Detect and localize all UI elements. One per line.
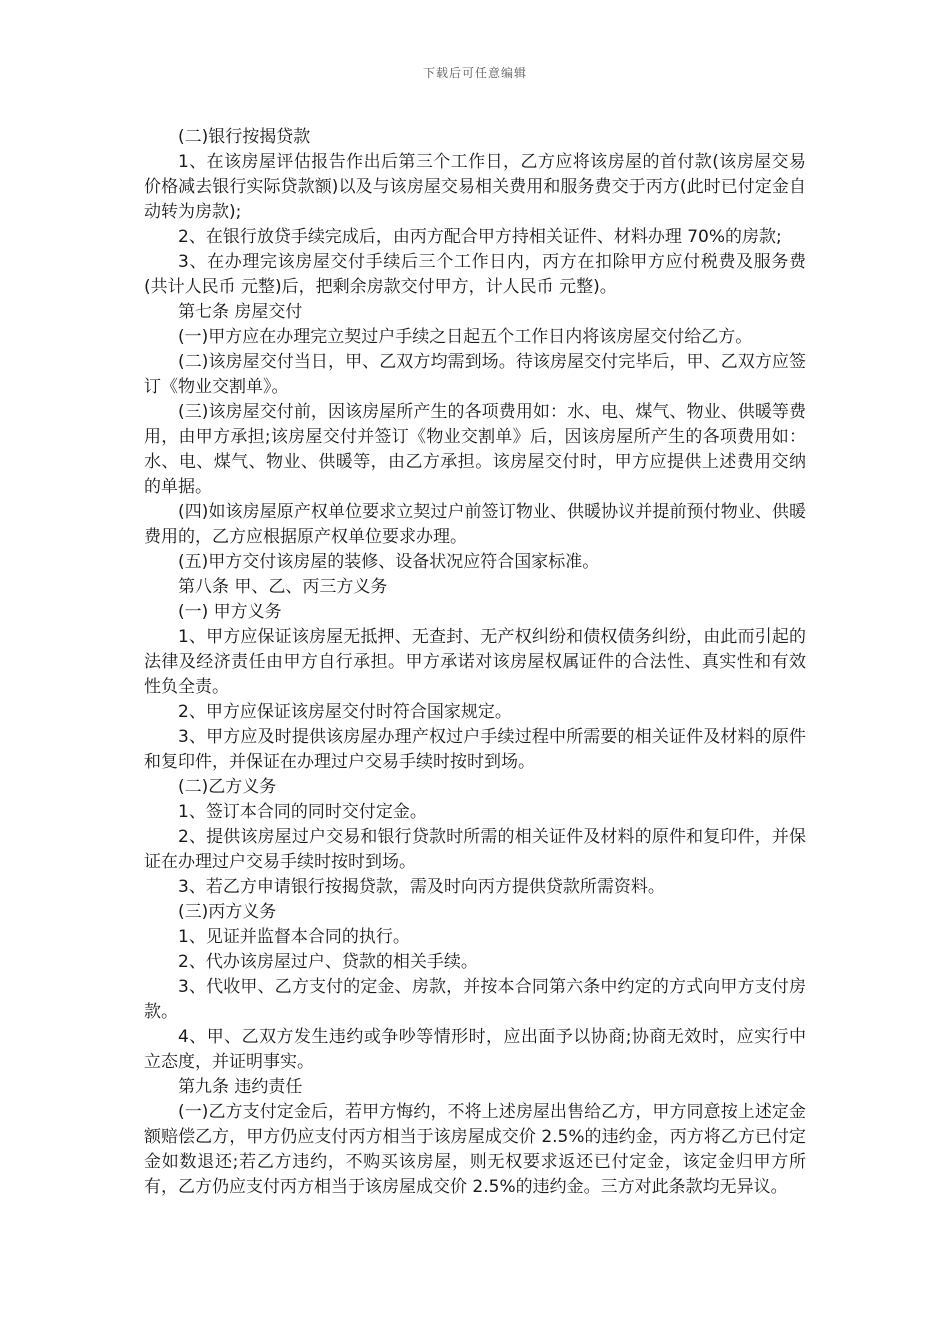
document-body [144, 125, 806, 1200]
subsection-heading: (二)乙方义务 [178, 777, 277, 797]
paragraph: 2、甲方应保证该房屋交付时符合国家规定。 [178, 702, 512, 722]
section-heading: 第七条 房屋交付 [178, 302, 303, 322]
paragraph: (三)该房屋交付前，因该房屋所产生的各项费用如：水、电、煤气、物业、供暖等费用，由甲方承担;该房屋交付并签订《物业交割单》后，因该房屋所产生的各项费用如：水、电、煤气、物业、供暖等，由乙方承担。该房屋交付时，甲方应提供上述费用交纳的单据。 [144, 402, 806, 497]
paragraph: 4、甲、乙双方发生违约或争吵等情形时，应出面予以协商;协商无效时，应实行中立态度，并证明事实。 [144, 1027, 806, 1072]
section-heading: 第八条 甲、乙、丙三方义务 [178, 577, 388, 597]
paragraph: 3、在办理完该房屋交付手续后三个工作日内，丙方在扣除甲方应付税费及服务费(共计人民币 元整)后，把剩余房款交付甲方，计人民币 元整)。 [144, 252, 806, 297]
section-heading: 第九条 违约责任 [178, 1077, 303, 1097]
paragraph: 3、若乙方申请银行按揭贷款，需及时向丙方提供贷款所需资料。 [178, 877, 665, 897]
subsection-heading: (三)丙方义务 [178, 902, 277, 922]
paragraph: (一)甲方应在办理完立契过户手续之日起五个工作日内将该房屋交付给乙方。 [178, 327, 753, 347]
paragraph: 3、代收甲、乙方支付的定金、房款，并按本合同第六条中约定的方式向甲方支付房款。 [144, 977, 806, 1022]
page-header: 下载后可任意编辑 [422, 66, 527, 80]
paragraph: 3、甲方应及时提供该房屋办理产权过户手续过程中所需要的相关证件及材料的原件和复印件，并保证在办理过户交易手续时按时到场。 [144, 727, 806, 772]
paragraph: 1、在该房屋评估报告作出后第三个工作日，乙方应将该房屋的首付款(该房屋交易价格减去银行实际贷款额)以及与该房屋交易相关费用和服务费交于丙方(此时已付定金自动转为房款); [144, 152, 806, 222]
paragraph: (五)甲方交付该房屋的装修、设备状况应符合国家标准。 [178, 552, 600, 572]
paragraph: 2、提供该房屋过户交易和银行贷款时所需的相关证件及材料的原件和复印件，并保证在办理过户交易手续时按时到场。 [144, 827, 806, 872]
paragraph: 2、在银行放贷手续完成后，由丙方配合甲方持相关证件、材料办理 70%的房款; [178, 227, 782, 247]
paragraph: 1、签订本合同的同时交付定金。 [178, 802, 427, 822]
paragraph: (一)乙方支付定金后，若甲方悔约，不将上述房屋出售给乙方，甲方同意按上述定金额赔偿乙方，甲方仍应支付丙方相当于该房屋成交价 2.5%的违约金，丙方将乙方已付定金如数退还;若乙方违约，不购买该房屋，则无权要求返还已付定金，该定金归甲方所有，乙方仍应支付丙方相当于该房屋成交价 2.5%的违约金。三方对此条款均无异议。 [144, 1102, 806, 1197]
paragraph: 2、代办该房屋过户、贷款的相关手续。 [178, 952, 478, 972]
paragraph: (二)银行按揭贷款 [178, 127, 311, 147]
paragraph: 1、见证并监督本合同的执行。 [178, 927, 410, 947]
paragraph: (四)如该房屋原产权单位要求立契过户前签订物业、供暖协议并提前预付物业、供暖费用的，乙方应根据原产权单位要求办理。 [144, 502, 806, 547]
subsection-heading: (一) 甲方义务 [178, 602, 282, 622]
paragraph: (二)该房屋交付当日，甲、乙双方均需到场。待该房屋交付完毕后，甲、乙双方应签订《物业交割单》。 [144, 352, 806, 397]
paragraph: 1、甲方应保证该房屋无抵押、无查封、无产权纠纷和债权债务纠纷，由此而引起的法律及经济责任由甲方自行承担。甲方承诺对该房屋权属证件的合法性、真实性和有效性负全责。 [144, 627, 806, 697]
